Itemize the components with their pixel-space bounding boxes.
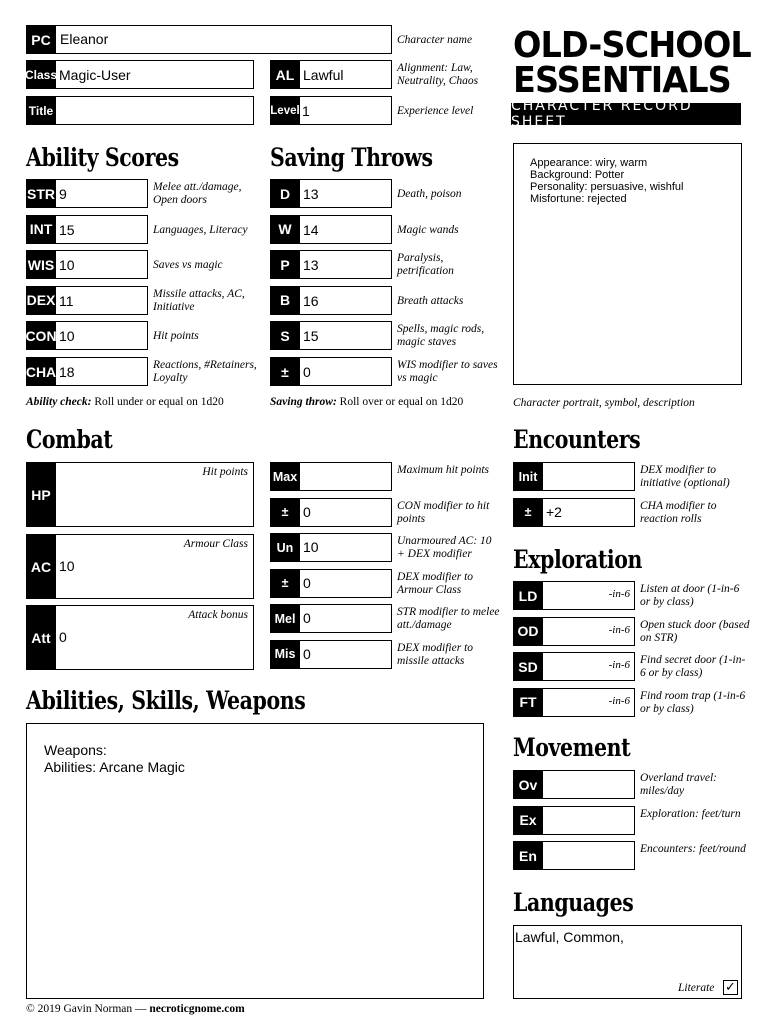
encounter-init-label: DEX modifier to initiative (optional): [640, 464, 730, 489]
languages-text: Lawful, Common,: [515, 929, 624, 945]
encounter-mod-tag: ±: [513, 498, 543, 527]
combat-max-label: Maximum hit points: [397, 464, 489, 476]
ability-cha-label: Reactions, #Retainers, Loyalty: [153, 359, 257, 384]
alignment-value: Lawful: [303, 67, 344, 83]
combat-mel-tag: Mel: [270, 604, 300, 633]
combat-mis-tag: Mis: [270, 640, 300, 669]
alignment-tag: AL: [270, 60, 300, 89]
exploration-ld-tag: LD: [513, 581, 543, 610]
ability-int-tag: INT: [26, 215, 56, 244]
portrait-description: Appearance: wiry, warm Background: Potter Personality: persuasive, wishful Misfortune: rejected: [530, 157, 684, 205]
save-p-tag: P: [270, 250, 300, 279]
ability-dex-value: 11: [59, 292, 74, 309]
class-tag: Class: [26, 60, 56, 89]
combat-ac-label: Armour Class: [183, 538, 248, 550]
ability-str-tag: STR: [26, 179, 56, 208]
movement-en-label: Encounters: feet/round: [640, 843, 746, 855]
combat-mel-label: STR modifier to melee att./damage: [397, 606, 500, 631]
save-mod-value: 0: [303, 364, 311, 380]
ability-cha-value: 18: [59, 364, 75, 380]
combat-mod-1-tag: ±: [270, 498, 300, 527]
ability-con-label: Hit points: [153, 330, 199, 343]
level-value: 1: [302, 103, 310, 119]
ability-wis-tag: WIS: [26, 250, 56, 279]
ability-int-value: 15: [59, 221, 75, 238]
exploration-od-tag: OD: [513, 617, 543, 646]
save-w-value: 14: [303, 221, 319, 238]
combat-ac-tag: AC: [26, 534, 56, 599]
combat-mel-value: 0: [303, 610, 311, 626]
save-w-tag: W: [270, 215, 300, 244]
combat-mis-value: 0: [303, 645, 311, 662]
abilities-heading: Abilities, Skills, Weapons: [26, 686, 306, 715]
encounter-mod-label: CHA modifier to reaction rolls: [640, 499, 717, 525]
pc-value: Eleanor: [60, 31, 109, 47]
save-mod-tag: ±: [270, 357, 300, 386]
encounter-mod-value: +2: [546, 503, 562, 520]
combat-max-tag: Max: [270, 462, 300, 491]
save-p-label: Paralysis, petrification: [397, 252, 454, 278]
movement-ov-label: Overland travel: miles/day: [640, 772, 717, 797]
combat-heading: Combat: [26, 425, 113, 454]
combat-att-label: Attack bonus: [188, 609, 248, 621]
combat-mis-label: DEX modifier to missile attacks: [397, 641, 474, 667]
logo-subtitle: CHARACTER RECORD SHEET: [511, 103, 741, 125]
combat-att-value: 0: [59, 629, 67, 645]
save-w-label: Magic wands: [397, 223, 459, 236]
combat-mod-3-tag: ±: [270, 569, 300, 598]
movement-ov-tag: Ov: [513, 770, 543, 799]
ability-int-label: Languages, Literacy: [153, 223, 248, 236]
footer-copyright: © 2019 Gavin Norman — necroticgnome.com: [26, 1003, 245, 1015]
movement-ex-label: Exploration: feet/turn: [640, 807, 741, 820]
save-p-value: 13: [303, 257, 319, 274]
exploration-ld-label: Listen at door (1-in-6 or by class): [640, 583, 740, 608]
ability-wis-label: Saves vs magic: [153, 259, 223, 272]
save-s-tag: S: [270, 321, 300, 350]
combat-mod-3-value: 0: [303, 574, 311, 591]
exploration-sd-tag: SD: [513, 652, 543, 681]
exploration-ft-suffix: -in-6: [608, 694, 630, 707]
exploration-sd-suffix: -in-6: [608, 659, 630, 671]
exploration-od-suffix: -in-6: [608, 623, 630, 636]
movement-ex-tag: Ex: [513, 806, 543, 835]
pc-label: Character name: [397, 34, 473, 46]
save-b-value: 16: [303, 292, 319, 309]
save-b-label: Breath attacks: [397, 294, 464, 307]
combat-mod-3-label: DEX modifier to Armour Class: [397, 570, 474, 596]
combat-mod-1-label: CON modifier to hit points: [397, 499, 490, 525]
ability-con-tag: CON: [26, 321, 56, 350]
combat-hp-label: Hit points: [202, 466, 248, 478]
saving-throws-heading: Saving Throws: [270, 143, 433, 172]
logo-line-1: OLD-SCHOOL: [513, 25, 751, 66]
level-label: Experience level: [397, 105, 474, 117]
abilities-text: Weapons: Abilities: Arcane Magic: [44, 742, 185, 775]
pc-tag: PC: [26, 25, 56, 54]
ability-con-value: 10: [59, 328, 75, 345]
exploration-sd-label: Find secret door (1-in-6 or by class): [640, 654, 746, 679]
literate-label: Literate: [678, 982, 715, 994]
save-b-tag: B: [270, 286, 300, 315]
class-value: Magic-User: [59, 67, 131, 83]
saving-throw-rule: Saving throw: Roll over or equal on 1d20: [270, 396, 464, 408]
ability-cha-tag: CHA: [26, 357, 56, 386]
exploration-ft-label: Find room trap (1-in-6 or by class): [640, 689, 746, 715]
save-d-value: 13: [303, 186, 319, 202]
ability-dex-label: Missile attacks, AC, Initiative: [153, 287, 245, 313]
movement-heading: Movement: [513, 733, 631, 762]
exploration-heading: Exploration: [513, 545, 643, 574]
encounter-init-tag: Init: [513, 462, 543, 491]
ability-str-value: 9: [59, 186, 67, 202]
combat-un-tag: Un: [270, 533, 300, 562]
save-mod-label: WIS modifier to saves vs magic: [397, 359, 498, 384]
exploration-ld-suffix: -in-6: [608, 588, 630, 600]
ability-wis-value: 10: [59, 257, 75, 274]
literate-checkbox[interactable]: ✓: [723, 980, 738, 995]
ability-scores-heading: Ability Scores: [26, 143, 179, 172]
combat-att-tag: Att: [26, 605, 56, 670]
encounters-heading: Encounters: [513, 425, 641, 454]
combat-un-value: 10: [303, 539, 319, 555]
exploration-ft-tag: FT: [513, 688, 543, 717]
logo-line-2: ESSENTIALS: [513, 60, 731, 101]
level-tag: Level: [270, 96, 300, 125]
title-field[interactable]: [26, 96, 254, 125]
save-d-tag: D: [270, 179, 300, 208]
ability-str-label: Melee att./damage, Open doors: [153, 181, 242, 206]
languages-heading: Languages: [513, 888, 634, 917]
combat-mod-1-value: 0: [303, 503, 311, 520]
title-tag: Title: [26, 96, 56, 125]
ability-dex-tag: DEX: [26, 286, 56, 315]
movement-en-tag: En: [513, 841, 543, 870]
save-d-label: Death, poison: [397, 188, 462, 200]
ability-check-rule: Ability check: Roll under or equal on 1d20: [26, 396, 224, 408]
combat-hp-tag: HP: [26, 462, 56, 527]
combat-ac-value: 10: [59, 558, 75, 574]
alignment-label: Alignment: Law, Neutrality, Chaos: [397, 62, 479, 87]
save-s-value: 15: [303, 328, 319, 345]
exploration-od-label: Open stuck door (based on STR): [640, 618, 750, 644]
portrait-label: Character portrait, symbol, description: [513, 397, 695, 409]
save-s-label: Spells, magic rods, magic staves: [397, 323, 485, 349]
combat-un-label: Unarmoured AC: 10 + DEX modifier: [397, 535, 492, 560]
